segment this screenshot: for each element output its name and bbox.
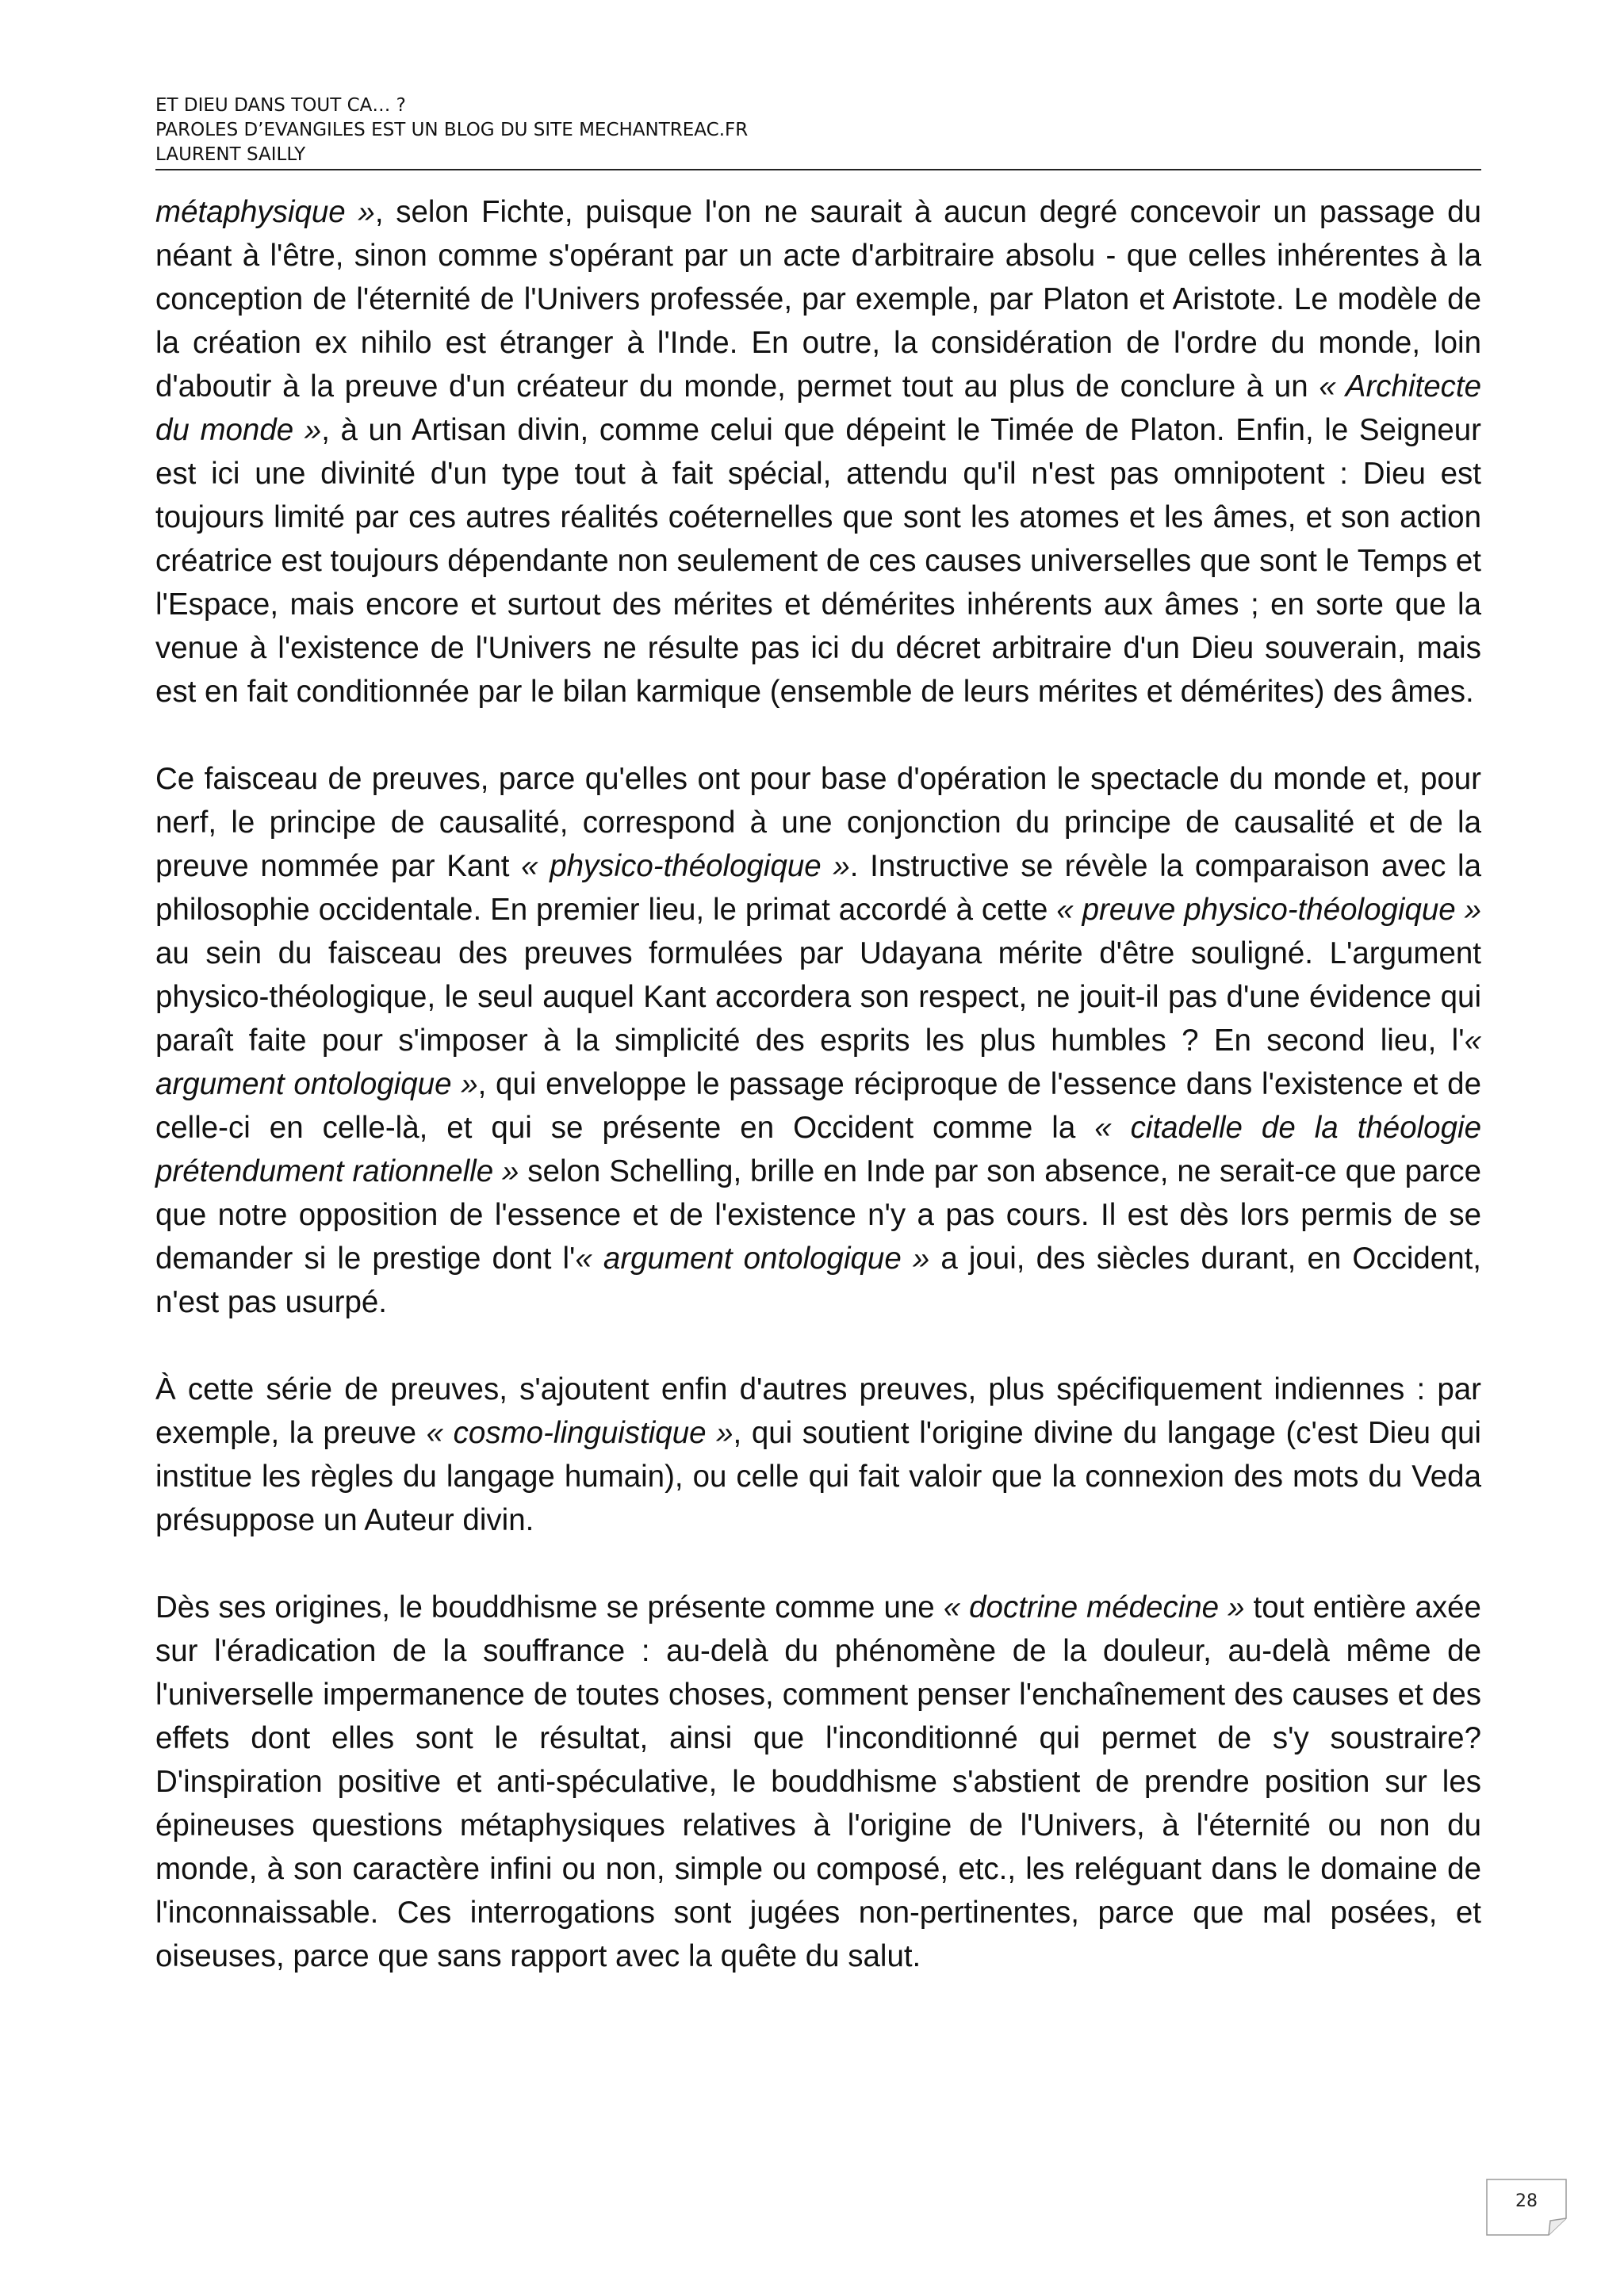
- italic-quote: « argument ontologique »: [575, 1242, 930, 1276]
- text-run: , à un Artisan divin, comme celui que dépeint le Timée de Platon. Enfin, le Seigneur est ici une divinité d'un type tout à fait spécial, attendu qu'il n'est pas omnipotent : Dieu est toujours limité par ces autres réalités coéternelles que sont les atomes et les âmes, et son action créatrice est toujours dépendante non seulement de ces causes universelles que sont le Temps et l'Espace, mais encore et surtout des mérites et démérites inhérents aux âmes ; en sorte que la venue à l'existence de l'Univers ne résulte pas ici du décret arbitraire d'un Dieu souverain, mais est en fait conditionnée par le bilan karmique (ensemble de leurs mérites et démérites) des âmes.: [155, 413, 1481, 709]
- italic-quote: métaphysique »: [155, 195, 375, 229]
- text-run: au sein du faisceau des preuves formulées par Udayana mérite d'être souligné. L'argument physico-théologique, le seul auquel Kant accordera son respect, ne jouit-il pas d'une évidence qui paraît faite pour s'imposer à la simplicité des esprits les plus humbles ? En second lieu, l': [155, 936, 1481, 1058]
- italic-quote: « doctrine médecine »: [943, 1590, 1245, 1624]
- paragraph: [155, 757, 1481, 1324]
- italic-quote: « Architecte du monde »: [155, 369, 1481, 447]
- text-run: . Instructive se révèle la comparaison avec la philosophie occidentale. En premier lieu, le primat accordé à cette: [155, 849, 1481, 927]
- text-run: , qui enveloppe le passage réciproque de l'essence dans l'existence et de celle-ci en celle-là, et qui se présente en Occident comme la: [155, 1067, 1481, 1145]
- page-number: 28: [1515, 2191, 1538, 2211]
- text-run: , qui soutient l'origine divine du langage (c'est Dieu qui institue les règles du langage humain), ou celle qui fait valoir que la connexion des mots du Veda présuppose un Auteur divin.: [155, 1416, 1481, 1537]
- italic-quote: « preuve physico-théologique »: [1056, 893, 1482, 927]
- text-run: Dès ses origines, le bouddhisme se présente comme une: [155, 1590, 944, 1624]
- body-text: [155, 190, 1481, 1978]
- italic-quote: « argument ontologique »: [155, 1024, 1481, 1101]
- paragraph: [155, 1586, 1481, 1978]
- page-number-box: [1486, 2179, 1567, 2236]
- italic-quote: « citadelle de la théologie prétendument rationnelle »: [155, 1111, 1481, 1188]
- text-run: Ce faisceau de preuves, parce qu'elles ont pour base d'opération le spectacle du monde et, pour nerf, le principe de causalité, correspond à une conjonction du principe de causalité et de la preuve nommée par Kant: [155, 762, 1481, 883]
- text-run: À cette série de preuves, s'ajoutent enfin d'autres preuves, plus spécifiquement indiennes : par exemple, la preuve: [155, 1372, 1481, 1450]
- header-title: ET DIEU DANS TOUT CA… ?: [155, 95, 406, 116]
- paragraph: [155, 190, 1481, 714]
- text-run: a joui, des siècles durant, en Occident, n'est pas usurpé.: [155, 1242, 1481, 1319]
- paragraph: [155, 1368, 1481, 1542]
- text-run: , selon Fichte, puisque l'on ne saurait à aucun degré concevoir un passage du néant à l'être, sinon comme s'opérant par un acte d'arbitraire absolu - que celles inhérentes à la conception de l'éternité de l'Univers professée, par exemple, par Platon et Aristote. Le modèle de la création ex nihilo est étranger à l'Inde. En outre, la considération de l'ordre du monde, loin d'aboutir à la preuve d'un créateur du monde, permet tout au plus de conclure à un: [155, 195, 1481, 404]
- header-author: LAURENT SAILLY: [155, 144, 306, 165]
- running-header: [155, 94, 1481, 170]
- text-run: selon Schelling, brille en Inde par son absence, ne serait-ce que parce que notre opposition de l'essence et de l'existence n'y a pas cours. Il est dès lors permis de se demander si le prestige dont l': [155, 1154, 1481, 1276]
- italic-quote: « cosmo-linguistique »: [426, 1416, 733, 1450]
- text-run: tout entière axée sur l'éradication de la souffrance : au-delà du phénomène de la douleur, au-delà même de l'universelle impermanence de toutes choses, comment penser l'enchaînement des causes et des effets dont elles sont le résultat, ainsi que l'inconditionné qui permet de s'y soustraire? D'inspiration positive et anti-spéculative, le bouddhisme s'abstient de prendre position sur les épineuses questions métaphysiques relatives à l'origine de l'Univers, à l'éternité ou non du monde, à son caractère infini ou non, simple ou composé, etc., les reléguant dans le domaine de l'inconnaissable. Ces interrogations sont jugées non-pertinentes, parce que mal posées, et oiseuses, parce que sans rapport avec la quête du salut.: [155, 1590, 1481, 1973]
- header-blog-line: PAROLES D’EVANGILES EST UN BLOG DU SITE MECHANTREAC.FR: [155, 120, 749, 140]
- italic-quote: « physico-théologique »: [521, 849, 850, 883]
